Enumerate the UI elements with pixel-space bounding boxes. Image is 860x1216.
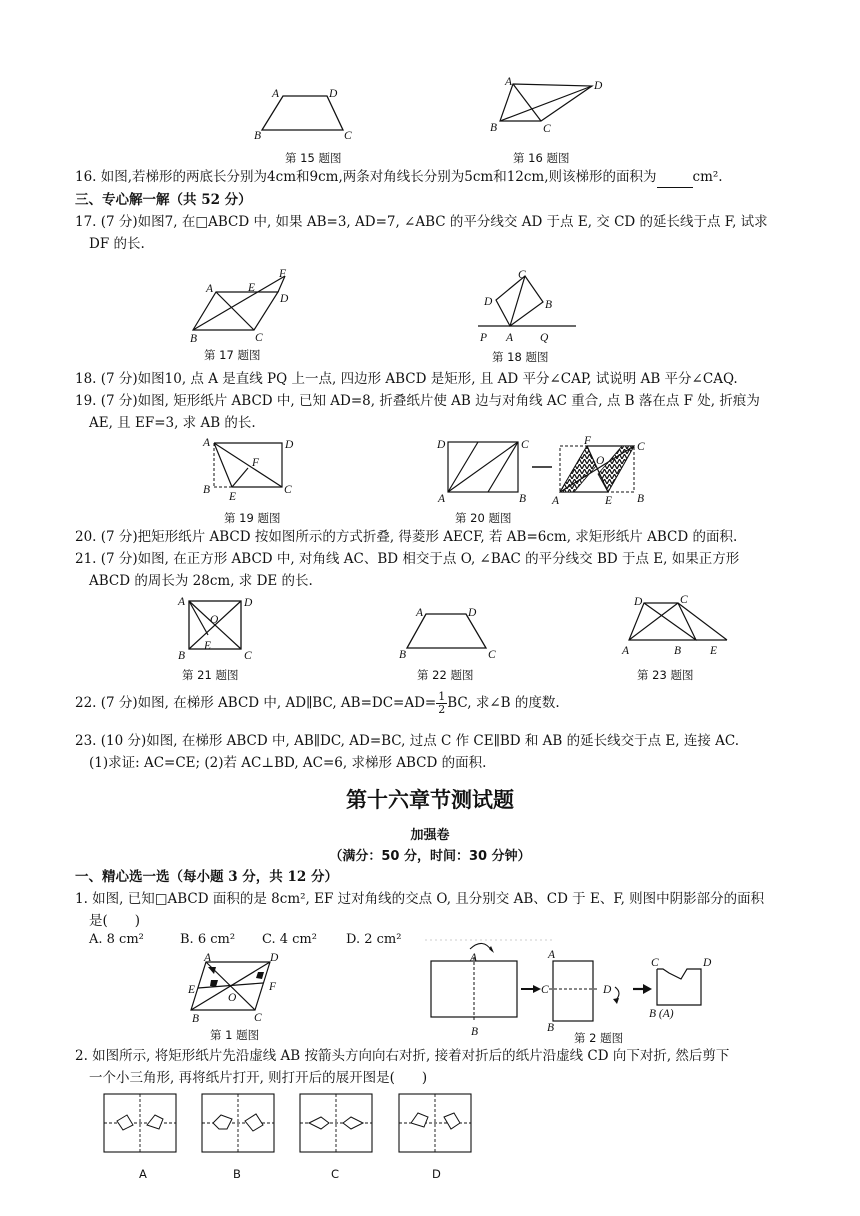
svg-text:F: F [252,457,260,469]
svg-text:A: A [470,952,478,964]
svg-text:A: A [438,493,446,505]
svg-text:B: B [547,1022,555,1034]
question-17-line2: DF 的长. [89,236,145,252]
svg-text:C: C [521,439,529,451]
caption-fig21: 第 21 题图 [182,668,239,682]
svg-text:A: A [552,495,560,507]
svg-text:D: D [329,88,338,100]
figure-20-folding-rhombus [432,434,662,514]
svg-text:C: C [541,984,549,996]
svg-text:B: B [190,333,198,345]
svg-text:A: A [505,76,513,88]
svg-text:B: B [637,493,645,505]
question-20: 20. (7 分)把矩形纸片 ABCD 按如图所示的方式折叠, 得菱形 AECF, 若 AB=6cm, 求矩形纸片 ABCD 的面积. [75,529,738,545]
svg-text:A: A [206,283,214,295]
svg-text:A: A [272,88,280,100]
svg-text:D: D [594,80,603,92]
chapter-title: 第十六章节测试题 [346,788,514,812]
figure-21-square [176,593,266,663]
figure-16-trapezoid [485,76,615,136]
svg-text:A: A [204,952,212,964]
fraction-half: $\frac{1}{2}$ [438,690,446,716]
choice-b-label: B [233,1167,241,1181]
caption-fig23: 第 23 题图 [637,668,694,682]
svg-text:B: B [254,130,262,142]
question-16: 16. 如图,若梯形的两底长分别为4cm和9cm,两条对角线长分别为5cm和12cm,则该梯形的面积为 cm². [75,166,723,188]
caption-fig17: 第 17 题图 [204,348,261,362]
svg-text:B: B [490,122,498,134]
svg-text:C: C [244,650,252,662]
question-21-line2: ABCD 的周长为 28cm, 求 DE 的长. [89,573,313,589]
svg-text:B: B [399,649,407,661]
svg-text:F: F [269,981,277,993]
caption-fig16: 第 16 题图 [513,151,570,165]
caption-fig18: 第 18 题图 [492,350,549,364]
svg-text:A: A [622,645,630,657]
svg-text:D: D [634,596,643,608]
choice-a-unfolded[interactable] [103,1093,178,1155]
option-a[interactable]: A. 8 cm² [89,932,144,947]
svg-text:D: D [437,439,446,451]
caption-fig20: 第 20 题图 [455,511,512,525]
section-1-heading: 一、精心选一选（每小题 3 分，共 12 分） [75,869,338,885]
caption-fig1: 第 1 题图 [210,1028,260,1042]
svg-text:D: D [703,957,712,969]
svg-text:B: B [178,650,186,662]
svg-text:Q: Q [540,332,549,344]
svg-text:D: D [270,952,279,964]
svg-text:E: E [605,495,613,507]
choice-d-unfolded[interactable] [398,1093,473,1155]
svg-text:A: A [178,596,186,608]
caption-fig2: 第 2 题图 [574,1031,624,1045]
section-3-heading: 三、专心解一解（共 52 分） [75,192,252,208]
question-23-line1: 23. (10 分)如图, 在梯形 ABCD 中, AB∥DC, AD=BC, 过点 C 作 CE∥BD 和 AB 的延长线交于点 E, 连接 AC. [75,733,740,749]
question-23-line2: (1)求证: AC=CE; (2)若 AC⊥BD, AC=6, 求梯形 ABCD 的面积. [89,755,487,771]
svg-text:E: E [710,645,718,657]
option-d[interactable]: D. 2 cm² [346,932,402,947]
svg-text:D: D [280,293,289,305]
score-info: （满分：50 分，时间：30 分钟） [329,849,531,864]
figure-17-parallelogram [188,268,298,348]
svg-text:B: B [545,299,553,311]
figure-18-rectangle-on-line [472,266,582,346]
svg-text:E: E [204,640,212,652]
svg-text:C: C [637,441,645,453]
choice-b-unfolded[interactable] [201,1093,276,1155]
svg-text:F: F [584,435,592,447]
problem-1-line2: 是( ) [89,913,141,929]
svg-text:B: B [519,493,527,505]
svg-text:D: D [468,607,477,619]
choice-c-unfolded[interactable] [299,1093,374,1155]
svg-text:D: D [484,296,493,308]
svg-text:A: A [416,607,424,619]
figure-19-folded-rectangle [200,436,300,506]
option-c[interactable]: C. 4 cm² [262,932,317,947]
svg-text:D: D [244,597,253,609]
caption-fig15: 第 15 题图 [285,151,342,165]
svg-text:C: C [254,1012,262,1024]
svg-text:F: F [279,268,287,280]
svg-text:A: A [506,332,514,344]
svg-text:C: C [651,957,659,969]
problem-2-line1: 2. 如图所示, 将矩形纸片先沿虚线 AB 按箭头方向向右对折, 接着对折后的纸片沿虚线 CD 向下对折, 然后剪下 [75,1048,730,1064]
question-17-line1: 17. (7 分)如图7, 在□ABCD 中, 如果 AB=3, AD=7, ∠ABC 的平分线交 AD 于点 E, 交 CD 的延长线于点 F, 试求 [75,214,768,230]
svg-text:P: P [480,332,488,344]
figure-15-trapezoid [250,82,370,147]
problem-1-line1: 1. 如图, 已知□ABCD 面积的是 8cm², EF 过对角线的交点 O, 且分别交 AB、CD 于 E、F, 则图中阴影部分的面积 [75,891,765,907]
svg-text:A: A [203,437,211,449]
choice-d-label: D [432,1167,441,1181]
svg-text:B: B [203,484,211,496]
svg-text:E: E [248,282,256,294]
figure-1-parallelogram [186,950,286,1030]
question-18: 18. (7 分)如图10, 点 A 是直线 PQ 上一点, 四边形 ABCD 是矩形, 且 AD 平分∠CAP, 试说明 AB 平分∠CAQ. [75,371,738,387]
svg-text:O: O [228,992,237,1004]
svg-text:C: C [680,594,688,606]
choice-c-label: C [331,1167,340,1181]
svg-text:B: B [471,1026,479,1038]
svg-text:C: C [518,269,526,281]
svg-text:C: C [488,649,496,661]
svg-text:C: C [543,123,551,135]
question-21-line1: 21. (7 分)如图, 在正方形 ABCD 中, 对角线 AC、BD 相交于点 O, ∠BAC 的平分线交 BD 于点 E, 如果正方形 [75,551,740,567]
svg-text:C: C [344,130,352,142]
svg-text:C: C [255,332,263,344]
svg-text:D: D [285,439,294,451]
svg-text:O: O [596,455,605,467]
answer-blank[interactable] [657,173,693,188]
svg-text:E: E [188,984,196,996]
option-b[interactable]: B. 6 cm² [180,932,236,947]
svg-text:B: B [192,1013,200,1025]
svg-text:A: A [548,949,556,961]
choice-a-label: A [139,1167,147,1181]
figure-22-trapezoid [396,602,506,662]
svg-text:D: D [603,984,612,996]
svg-text:O: O [210,614,219,626]
problem-2-line2: 一个小三角形, 再将纸片打开, 则打开后的展开图是( ) [89,1070,428,1086]
svg-text:C: C [284,484,292,496]
question-19-line1: 19. (7 分)如图, 矩形纸片 ABCD 中, 已知 AD=8, 折叠纸片使 AB 边与对角线 AC 重合, 点 B 落在点 F 处, 折痕为 [75,393,760,409]
question-22: 22. (7 分)如图, 在梯形 ABCD 中, AD∥BC, AB=DC=AD= $\frac{1}{2}$ BC, 求∠B 的度数. [75,690,560,716]
svg-text:B: B [674,645,682,657]
fig2-label-ba: B (A) [649,1008,674,1020]
caption-fig22: 第 22 题图 [417,668,474,682]
svg-text:E: E [229,491,237,503]
caption-fig19: 第 19 题图 [224,511,281,525]
paper-subtitle: 加强卷 [410,828,450,843]
figure-23-trapezoid [616,594,731,664]
question-19-line2: AE, 且 EF=3, 求 AB 的长. [89,415,256,431]
